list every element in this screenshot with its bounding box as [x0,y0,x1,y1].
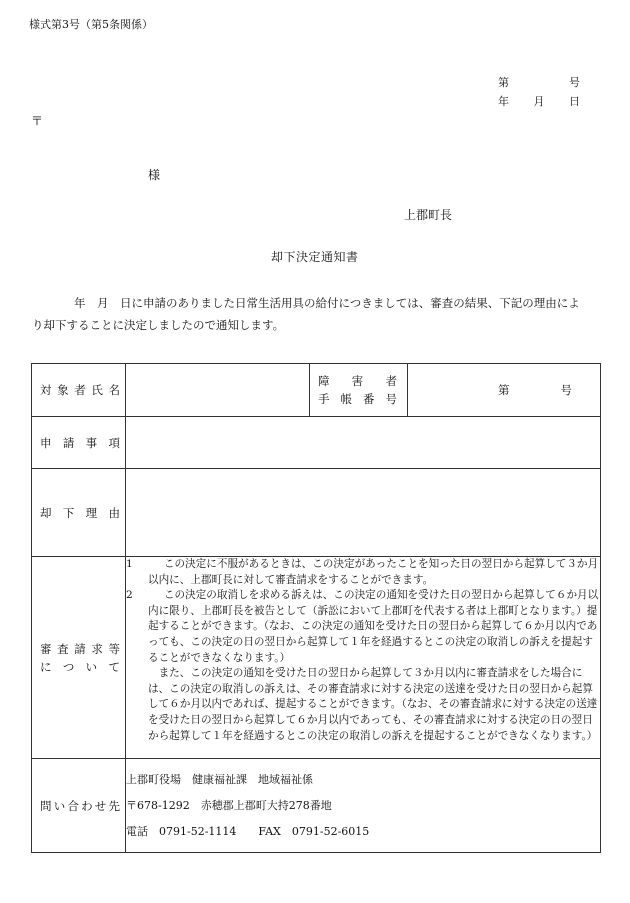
sender: 上郡町長 [404,208,453,222]
note-1-text: この決定に不服があるときは、この決定があったことを知った日の翌日から起算して３か月以内に、上郡町長に対して審査請求をすることができます。 [148,558,599,586]
subject-name-label: 対 象 者 氏 名 [40,383,120,397]
date-month: 月 [533,95,545,108]
note-2-number: 2 [126,589,133,602]
appeal-notes [126,557,601,759]
number-prefix: 第 [498,76,509,89]
addressee-suffix: 様 [148,168,161,182]
note-2-text: この決定の取消しを求める訴えは、この決定の通知を受けた日の翌日から起算して６か月以内に限り、上郡町長を被告として（訴訟において上郡町を代表する者は上郡町となります。）提起することができます。（なお、この決定の通知を受けた日の翌日から起算して６か月以内であっても、この決定の日の翌日から起算して１年を経過するとこの決定の取消しの訴えを提起することができなくなります。） [148,589,599,664]
certificate-label-line1: 障 害 者 [318,374,397,388]
certificate-number-prefix: 第 [498,383,510,397]
certificate-label-line2: 手 帳 番 号 [318,392,397,406]
contact-label: 問 い 合 わ せ 先 [40,798,120,813]
note-1 [126,557,600,588]
date-year: 年 [498,95,509,108]
reason-label-cell [32,469,126,557]
certificate-number-field[interactable] [408,364,601,417]
note-2 [126,588,600,666]
certificate-label-cell [310,364,408,417]
number-suffix: 号 [569,76,580,89]
date-day: 日 [569,95,580,108]
contact-info [126,759,601,853]
main-table [31,363,601,853]
body-line-1: 年 月 日に申請のありました日常生活用具の給付につきましては、審査の結果、下記の理由によ [74,296,580,310]
contact-office: 上郡町役場 健康福祉課 地域福祉係 [126,772,313,786]
body-text [32,292,604,336]
contact-address: 〒678-1292 赤穂郡上郡町大持278番地 [126,798,332,812]
form-number: 様式第3号（第5条関係） [29,18,153,31]
contact-phone-fax: 電話 0791-52-1114 FAX 0791-52-6015 [126,824,370,838]
subject-name-field[interactable] [126,364,310,417]
reason-label: 却 下 理 由 [40,505,120,520]
application-label: 申 請 事 項 [40,435,120,450]
contact-label-cell [32,759,126,853]
row-application [32,417,601,469]
document-title: 却下決定通知書 [271,250,359,264]
application-field[interactable] [126,417,601,469]
row-contact [32,759,601,853]
document-date [498,93,580,109]
note-3-text: また、この決定の通知を受けた日の翌日から起算して３か月以内に審査請求をした場合には、この決定の取消しの訴えは、その審査請求に対する決定の送達を受けた日の翌日から起算して６か月以内であれば、提起することができます。（なお、その審査請求に対する決定の送達を受けた日の翌日から起算して６か月以内であっても、その審査請求に対する決定の日の翌日から起算して１年を経過するとこの決定の取消しの訴えを提起することができなくなります。） [148,667,598,742]
appeal-label: 審 査 請 求 等 に つ い て [40,641,120,674]
note-3 [126,666,600,744]
note-1-number: 1 [126,558,133,570]
subject-name-label-cell [32,364,126,417]
postal-mark: 〒 [31,114,44,128]
body-line-2: り却下することに決定しましたので通知します。 [32,318,285,332]
document-number [498,74,580,90]
row-appeal [32,557,601,759]
reason-field[interactable] [126,469,601,557]
application-label-cell [32,417,126,469]
row-reason [32,469,601,557]
appeal-label-cell [32,557,126,759]
certificate-number-suffix: 号 [560,383,572,397]
row-subject [32,364,601,417]
